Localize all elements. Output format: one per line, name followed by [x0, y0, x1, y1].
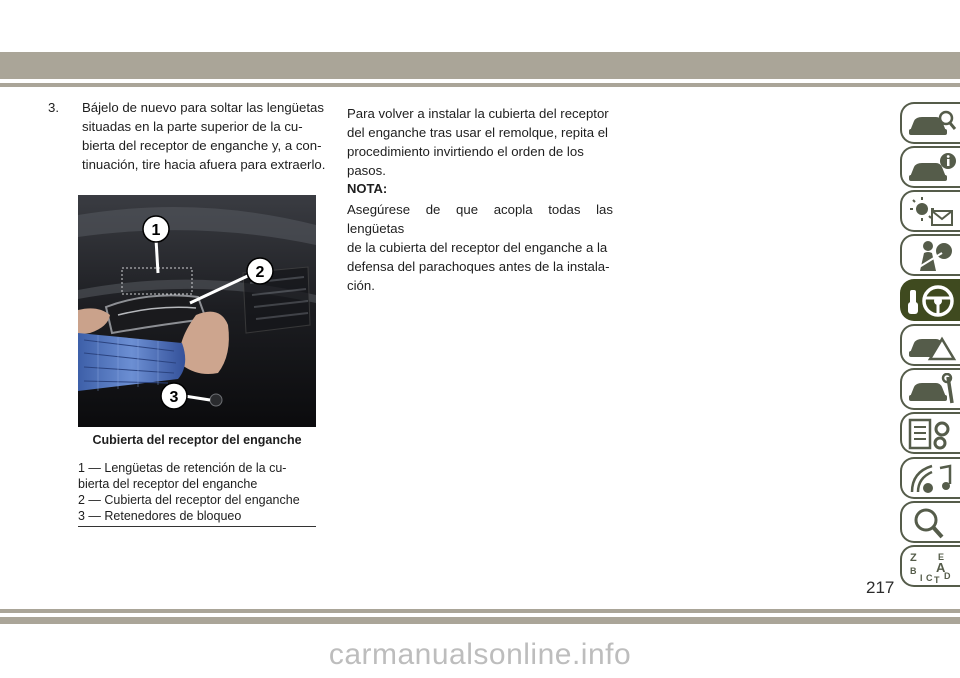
step-line: Bájelo de nuevo para soltar las lengüetas	[82, 100, 324, 115]
tab-index-search[interactable]	[900, 501, 960, 543]
index-letters-icon	[906, 550, 958, 584]
photo-illustration	[78, 195, 316, 427]
callout-3: 3	[169, 389, 179, 406]
note-line: Asegúrese de que acopla todas las lengüetas	[347, 202, 613, 236]
tab-multimedia[interactable]	[900, 457, 960, 499]
tab-airbag-safety[interactable]	[900, 234, 960, 276]
legend-item: bierta del receptor del enganche	[78, 477, 258, 491]
key-steering-wheel-icon	[906, 284, 958, 318]
legend-item: 2 — Cubierta del receptor del enganche	[78, 493, 300, 507]
tab-car-hazard[interactable]	[900, 324, 960, 366]
note-line: defensa del parachoques antes de la instala-	[347, 259, 610, 274]
note-text	[347, 200, 613, 295]
note-label: NOTA:	[347, 181, 388, 196]
paragraph-line: Para volver a instalar la cubierta del receptor	[347, 106, 609, 121]
legend-item: 1 — Lengüetas de retención de la cu-	[78, 461, 287, 475]
tab-alphabetical-index[interactable]	[900, 545, 960, 587]
index-letter: E	[938, 552, 945, 562]
car-search-icon	[906, 107, 958, 141]
index-letter: Z	[910, 552, 917, 564]
tab-car-maintenance[interactable]	[900, 368, 960, 410]
car-hazard-icon	[906, 329, 958, 363]
index-letter: C	[926, 573, 933, 583]
index-letter: I	[920, 573, 923, 583]
header-rule	[0, 83, 960, 87]
specifications-gear-icon	[906, 417, 958, 451]
car-info-icon	[906, 151, 958, 185]
legend-item: 3 — Retenedores de bloqueo	[78, 509, 242, 523]
step-3	[48, 98, 330, 174]
tab-specifications[interactable]	[900, 412, 960, 454]
car-wrench-icon	[906, 373, 958, 407]
footer-band	[0, 617, 960, 624]
index-letter: D	[944, 571, 951, 581]
paragraph-line: pasos.	[347, 163, 386, 178]
note-line: de la cubierta del receptor del enganche a la	[347, 240, 608, 255]
step-number: 3.	[48, 100, 59, 115]
step-line: bierta del receptor de enganche y, a con-	[82, 138, 322, 153]
multimedia-icon	[906, 462, 958, 496]
legend-rule	[78, 526, 316, 527]
header-band	[0, 52, 960, 79]
index-letter: A	[936, 560, 946, 575]
index-letter: B	[910, 566, 917, 576]
callout-2: 2	[255, 264, 265, 281]
figure-caption: Cubierta del receptor del enganche	[92, 433, 302, 447]
tab-car-info[interactable]	[900, 146, 960, 188]
hitch-receiver-photo	[78, 195, 316, 427]
callout-1: 1	[151, 222, 161, 239]
footer-rule	[0, 609, 960, 613]
step-line: situadas en la parte superior de la cu-	[82, 119, 303, 134]
index-letter: T	[934, 575, 940, 584]
magnifier-icon	[906, 506, 958, 540]
page-number: 217	[866, 578, 895, 597]
step-text	[82, 98, 330, 174]
figure-legend	[78, 460, 316, 524]
reinstall-paragraph	[347, 104, 613, 180]
note-line: ción.	[347, 278, 375, 293]
paragraph-line: del enganche tras usar el remolque, repita el	[347, 125, 608, 140]
tab-warning-lights[interactable]	[900, 190, 960, 232]
watermark: carmanualsonline.info	[328, 638, 632, 671]
warning-lights-message-icon	[906, 195, 958, 229]
tab-starting-operating[interactable]	[900, 279, 960, 321]
airbag-safety-icon	[906, 239, 958, 273]
paragraph-line: procedimiento invirtiendo el orden de los	[347, 144, 584, 159]
tab-car-search[interactable]	[900, 102, 960, 144]
step-line: tinuación, tire hacia afuera para extraerlo.	[82, 157, 326, 172]
